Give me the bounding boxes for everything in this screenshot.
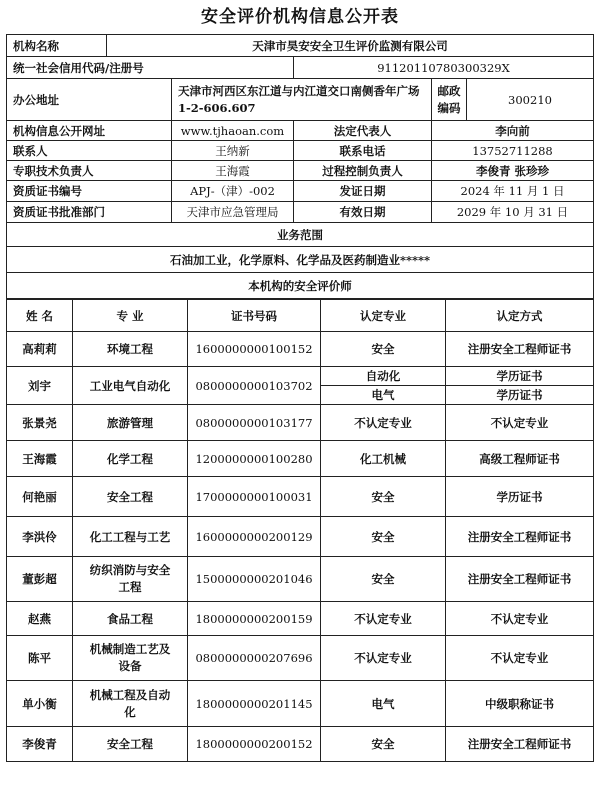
- table-row: [7, 602, 594, 636]
- assessor-cert: 1800000000201145: [188, 681, 321, 727]
- assessor-cert: 0800000000103177: [188, 405, 321, 441]
- table-row: [7, 727, 594, 762]
- process-lead-label: 过程控制负责人: [294, 161, 432, 181]
- assessor-method: 不认定专业: [446, 602, 594, 636]
- postcode: 300210: [467, 79, 594, 121]
- business-scope-heading: 业务范围: [7, 223, 594, 247]
- tech-lead: 王海霞: [172, 161, 294, 181]
- assessor-method: 学历证书: [446, 477, 594, 517]
- assessor-cert: 0800000000103702: [188, 367, 321, 405]
- assessor-method: 不认定专业: [446, 405, 594, 441]
- col-header-major: 专 业: [73, 300, 188, 332]
- assessor-cert: 1600000000200129: [188, 517, 321, 557]
- assessors-table: [6, 299, 594, 762]
- assessor-method: 注册安全工程师证书: [446, 727, 594, 762]
- assessor-major: 环境工程: [73, 332, 188, 367]
- assessor-cert: 0800000000207696: [188, 636, 321, 681]
- contact: 王纳新: [172, 141, 294, 161]
- approval-dept: 天津市应急管理局: [172, 202, 294, 223]
- assessor-spec: 不认定专业: [321, 405, 446, 441]
- assessor-name: 高莉莉: [7, 332, 73, 367]
- table-row: [7, 557, 594, 602]
- assessors-heading: 本机构的安全评价师: [7, 273, 594, 299]
- valid-date: 2029 年 10 月 31 日: [432, 202, 594, 223]
- issue-date-label: 发证日期: [294, 181, 432, 202]
- assessor-method: 高级工程师证书: [446, 441, 594, 477]
- assessor-method: 注册安全工程师证书: [446, 557, 594, 602]
- table-row: [7, 681, 594, 727]
- assessor-major: 机械制造工艺及设备: [73, 636, 188, 681]
- assessor-spec: 不认定专业: [321, 602, 446, 636]
- phone-label: 联系电话: [294, 141, 432, 161]
- assessor-major: 安全工程: [73, 477, 188, 517]
- col-header-cert: 证书号码: [188, 300, 321, 332]
- assessor-cert: 1200000000100280: [188, 441, 321, 477]
- table-row: [7, 405, 594, 441]
- website: www.tjhaoan.com: [172, 121, 294, 141]
- table-row: [7, 332, 594, 367]
- assessor-major: 旅游管理: [73, 405, 188, 441]
- assessor-spec: 安全: [321, 332, 446, 367]
- assessor-major: 工业电气自动化: [73, 367, 188, 405]
- assessor-method: 中级职称证书: [446, 681, 594, 727]
- table-row: [7, 441, 594, 477]
- assessor-major: 纺织消防与安全工程: [73, 557, 188, 602]
- assessor-spec: 电气: [321, 681, 446, 727]
- assessor-name: 何艳丽: [7, 477, 73, 517]
- assessor-spec: 自动化: [321, 367, 446, 386]
- assessor-spec: 安全: [321, 517, 446, 557]
- page-title: 安全评价机构信息公开表: [201, 7, 399, 27]
- contact-label: 联系人: [7, 141, 172, 161]
- address: 天津市河西区东江道与内江道交口南侧香年广场 1-2-606.607: [172, 79, 432, 121]
- col-header-method: 认定方式: [446, 300, 594, 332]
- table-row: [7, 477, 594, 517]
- info-table: [6, 34, 594, 299]
- assessor-method-2: 学历证书: [446, 386, 594, 405]
- assessor-name: 赵燕: [7, 602, 73, 636]
- postcode-label: 邮政编码: [432, 79, 467, 121]
- assessor-name: 李俊青: [7, 727, 73, 762]
- credit-code-label: 统一社会信用代码/注册号: [7, 57, 294, 79]
- assessor-spec: 安全: [321, 557, 446, 602]
- business-scope-text: 石油加工业，化学原料、化学品及医药制造业*****: [7, 247, 594, 273]
- col-header-spec: 认定专业: [321, 300, 446, 332]
- assessor-method: 不认定专业: [446, 636, 594, 681]
- assessor-name: 刘宇: [7, 367, 73, 405]
- assessor-cert: 1800000000200152: [188, 727, 321, 762]
- assessor-major: 化学工程: [73, 441, 188, 477]
- website-label: 机构信息公开网址: [7, 121, 172, 141]
- assessor-spec: 不认定专业: [321, 636, 446, 681]
- legal-rep-label: 法定代表人: [294, 121, 432, 141]
- col-header-name: 姓 名: [7, 300, 73, 332]
- assessor-major: 机械工程及自动化: [73, 681, 188, 727]
- credit-code: 91120110780300329X: [294, 57, 594, 79]
- table-row: [7, 636, 594, 681]
- assessor-name: 张景尧: [7, 405, 73, 441]
- assessor-name: 单小衡: [7, 681, 73, 727]
- table-row: [7, 517, 594, 557]
- cert-no-label: 资质证书编号: [7, 181, 172, 202]
- assessor-name: 王海霞: [7, 441, 73, 477]
- assessor-name: 李洪伶: [7, 517, 73, 557]
- assessor-major: 化工工程与工艺: [73, 517, 188, 557]
- assessor-name: 董彭超: [7, 557, 73, 602]
- org-name-label: 机构名称: [7, 35, 107, 57]
- process-lead: 李俊青 张珍珍: [432, 161, 594, 181]
- approval-dept-label: 资质证书批准部门: [7, 202, 172, 223]
- address-label: 办公地址: [7, 79, 172, 121]
- assessor-spec: 安全: [321, 477, 446, 517]
- assessor-method: 学历证书: [446, 367, 594, 386]
- table-row: [7, 367, 594, 386]
- assessor-cert: 1500000000201046: [188, 557, 321, 602]
- assessor-cert: 1700000000100031: [188, 477, 321, 517]
- cert-no: APJ-（津）-002: [172, 181, 294, 202]
- assessor-major: 安全工程: [73, 727, 188, 762]
- assessor-major: 食品工程: [73, 602, 188, 636]
- assessor-spec: 安全: [321, 727, 446, 762]
- valid-date-label: 有效日期: [294, 202, 432, 223]
- assessor-cert: 1600000000100152: [188, 332, 321, 367]
- legal-rep: 李向前: [432, 121, 594, 141]
- tech-lead-label: 专职技术负责人: [7, 161, 172, 181]
- assessor-method: 注册安全工程师证书: [446, 517, 594, 557]
- assessor-name: 陈平: [7, 636, 73, 681]
- issue-date: 2024 年 11 月 1 日: [432, 181, 594, 202]
- assessor-spec-2: 电气: [321, 386, 446, 405]
- org-name: 天津市昊安安全卫生评价监测有限公司: [107, 35, 594, 57]
- assessor-spec: 化工机械: [321, 441, 446, 477]
- assessor-cert: 1800000000200159: [188, 602, 321, 636]
- assessor-method: 注册安全工程师证书: [446, 332, 594, 367]
- phone: 13752711288: [432, 141, 594, 161]
